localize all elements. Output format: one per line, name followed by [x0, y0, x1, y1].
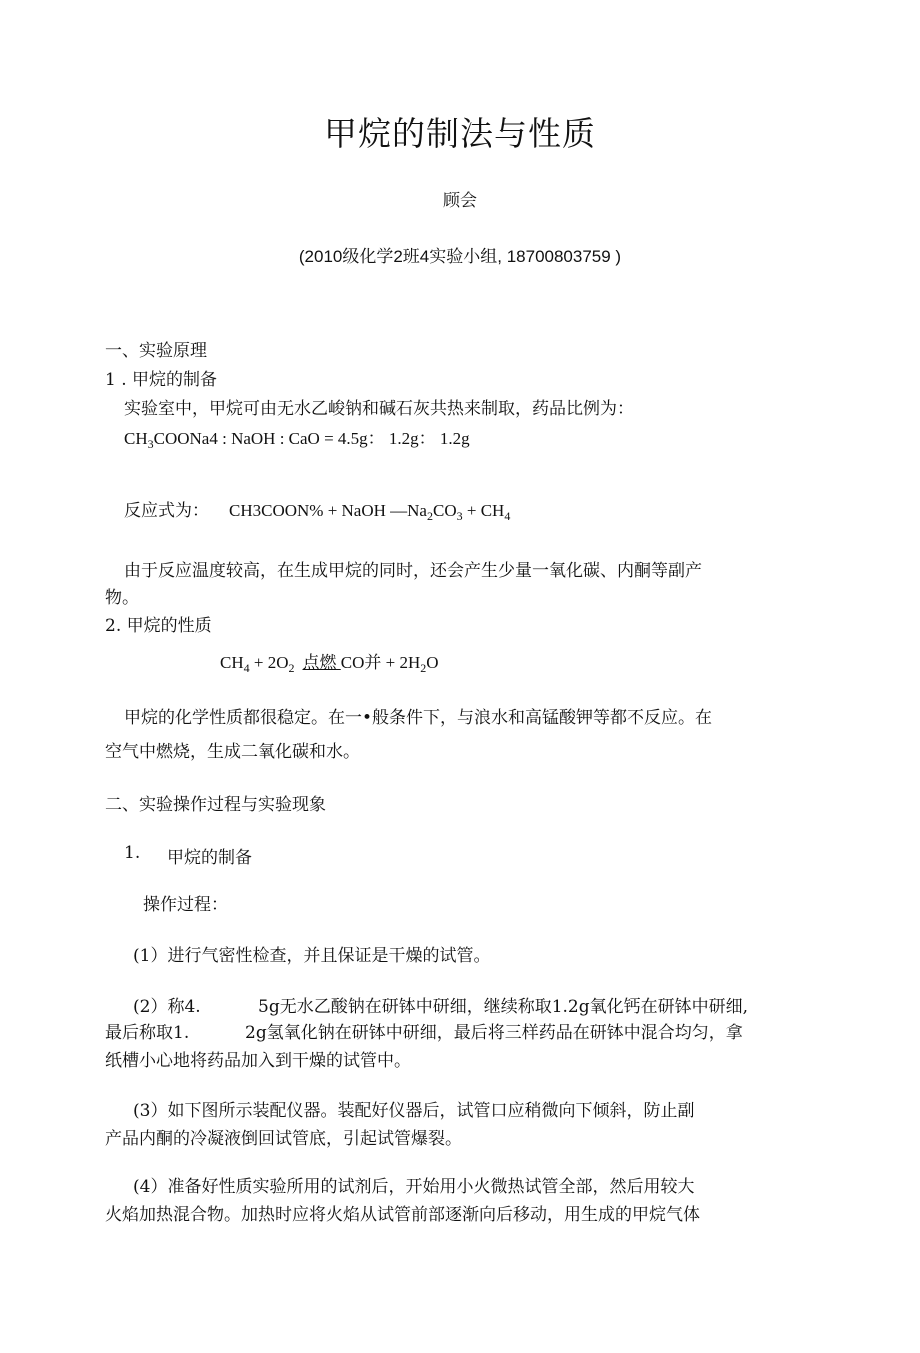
- step-3-line1: (3）如下图所示装配仪器。装配好仪器后，试管口应稍微向下倾斜，防止副: [133, 1101, 695, 1121]
- reaction-mid: CO: [432, 501, 457, 520]
- reaction-right: + CH: [462, 501, 505, 520]
- subsection-number: 1.: [124, 843, 141, 863]
- combustion-equation: [220, 648, 439, 673]
- section-heading-principle: 一、实验原理: [105, 341, 207, 361]
- operations-label: 操作过程：: [143, 895, 228, 915]
- step-1: (1）进行气密性检查，并且保证是干燥的试管。: [133, 946, 491, 966]
- subsection-preparation-2: 甲烷的制备: [167, 848, 252, 868]
- step-2-line1-right: 5g无水乙酸钠在研钵中研细，继续称取1.2g氧化钙在研钵中研细,: [258, 997, 749, 1017]
- reaction-label: 反应式为：: [124, 501, 209, 520]
- step-4-line1: (4）准备好性质实验所用的试剂后，开始用小火微热试管全部，然后用较大: [133, 1177, 695, 1197]
- eq-sub-3: 2: [420, 661, 427, 675]
- section-heading-procedure: 二、实验操作过程与实验现象: [105, 795, 326, 815]
- step-2-line1-left: (2）称4.: [133, 997, 201, 1017]
- ratio-sub: 3: [147, 437, 154, 451]
- eq-condition: 点燃: [302, 653, 337, 672]
- eq-part-c: CO并 + 2H: [340, 653, 421, 672]
- reaction-sub-3: 4: [504, 509, 511, 523]
- step-4-line2: 火焰加热混合物。加热时应将火焰从试管前部逐渐向后移动，用生成的甲烷气体: [105, 1205, 700, 1225]
- subsection-properties: 2. 甲烷的性质: [105, 616, 212, 636]
- paragraph-properties-line2: 空气中燃烧，生成二氧化碳和水。: [105, 742, 360, 762]
- eq-sub-1: 4: [243, 661, 250, 675]
- step-2-line2-left: 最后称取1.: [105, 1023, 190, 1043]
- paragraph-preparation: 实验室中，甲烷可由无水乙峻钠和碱石灰共热来制取，药品比例为：: [124, 399, 634, 419]
- reaction-equation: [124, 496, 510, 521]
- eq-part-d: O: [426, 653, 439, 672]
- author-affiliation: (2010级化学2班4实验小组, 18700803759 ): [298, 247, 622, 266]
- reagent-ratio: [124, 424, 470, 449]
- reaction-left: CH3COON% + NaOH —Na: [229, 501, 427, 520]
- subsection-preparation: 1 . 甲烷的制备: [105, 370, 218, 390]
- paragraph-properties-line1: 甲烷的化学性质都很稳定。在一•般条件下，与浪水和高锰酸钾等都不反应。在: [124, 708, 713, 728]
- eq-part-a: CH: [220, 653, 244, 672]
- document-title: 甲烷的制法与性质: [324, 114, 596, 153]
- eq-sub-2: 2: [288, 661, 295, 675]
- step-2-line2-right: 2g氢氧化钠在研钵中研细，最后将三样药品在研钵中混合均匀，拿: [245, 1023, 743, 1043]
- paragraph-byproducts-line2: 物。: [105, 588, 139, 608]
- step-2-line3: 纸槽小心地将药品加入到干燥的试管中。: [105, 1051, 411, 1071]
- author-name: 顾会: [443, 191, 477, 211]
- ratio-part-a: CH: [124, 429, 148, 448]
- ratio-part-b: COONa4 : NaOH : CaO = 4.5g： 1.2g： 1.2g: [153, 429, 470, 448]
- paragraph-byproducts-line1: 由于反应温度较高，在生成甲烷的同时，还会产生少量一氧化碳、内酮等副产: [124, 561, 702, 581]
- eq-part-b: + 2O: [249, 653, 289, 672]
- reaction-sub-2: 3: [456, 509, 463, 523]
- step-3-line2: 产品内酮的冷凝液倒回试管底，引起试管爆裂。: [105, 1129, 462, 1149]
- reaction-sub-1: 2: [426, 509, 433, 523]
